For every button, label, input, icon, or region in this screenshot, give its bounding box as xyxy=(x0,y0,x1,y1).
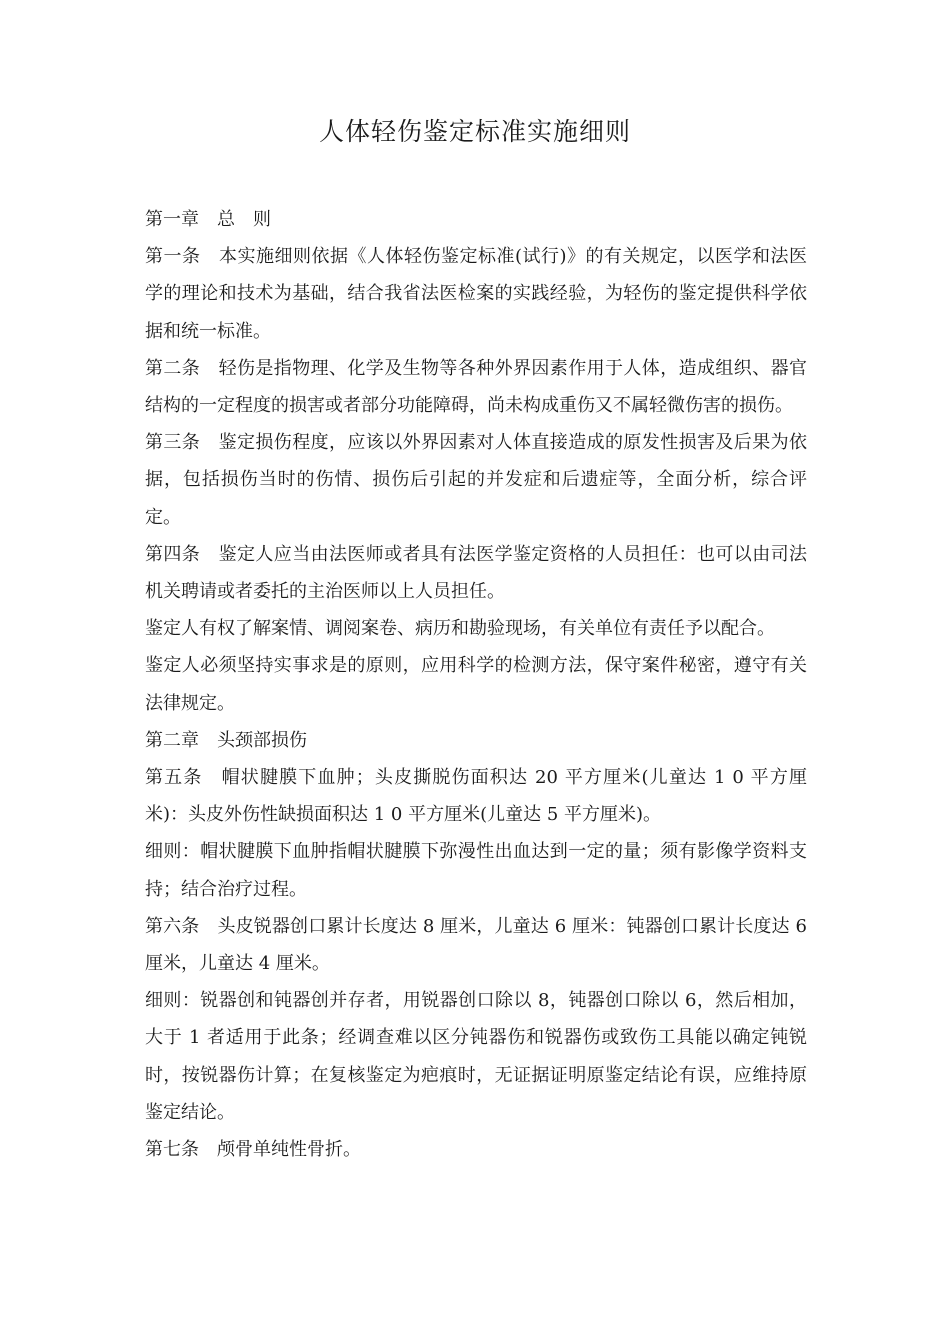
chapter-1-heading: 第一章 总 则 xyxy=(145,209,271,230)
article-7: 第七条 颅骨单纯性骨折。 xyxy=(145,1139,361,1161)
article-6: 第六条 头皮锐器创口累计长度达 8 厘米，儿童达 6 厘米：钝器创口累计长度达 6 厘米，儿童达 4 厘米。 xyxy=(145,915,807,975)
article-5: 第五条 帽状腱膜下血肿；头皮撕脱伤面积达 20 平方厘米(儿童达 1 0 平方厘米)：头皮外伤性缺损面积达 1 0 平方厘米(儿童达 5 平方厘米)。 xyxy=(145,767,807,826)
article-6-detail: 细则：锐器创和钝器创并存者，用锐器创口除以 8，钝器创口除以 6，然后相加，大于 1 者适用于此条；经调查难以区分钝器伤和锐器伤或致伤工具能以确定钝锐时，按锐器伤计算；在复核鉴定为疤痕时，无证据证明原鉴定结论有误，应维持原鉴定结论。 xyxy=(145,990,807,1123)
article-1: 第一条 本实施细则依据《人体轻伤鉴定标准(试行)》的有关规定，以医学和法医学的理论和技术为基础，结合我省法医检案的实践经验，为轻伤的鉴定提供科学依据和统一标准。 xyxy=(145,246,807,342)
article-3: 第三条 鉴定损伤程度，应该以外界因素对人体直接造成的原发性损害及后果为依据，包括损伤当时的伤情、损伤后引起的并发症和后遗症等，全面分析，综合评定。 xyxy=(145,432,807,528)
article-4: 第四条 鉴定人应当由法医师或者具有法医学鉴定资格的人员担任：也可以由司法机关聘请或者委托的主治医师以上人员担任。 xyxy=(145,543,807,603)
document-title: 人体轻伤鉴定标准实施细则 xyxy=(318,117,631,146)
article-4-clause-duties: 鉴定人必须坚持实事求是的原则，应用科学的检测方法，保守案件秘密，遵守有关法律规定。 xyxy=(145,655,807,714)
article-5-detail: 细则：帽状腱膜下血肿指帽状腱膜下弥漫性出血达到一定的量；须有影像学资料支持；结合治疗过程。 xyxy=(145,841,807,900)
article-4-clause-rights: 鉴定人有权了解案情、调阅案卷、病历和勘验现场，有关单位有责任予以配合。 xyxy=(145,618,775,640)
chapter-2-heading: 第二章 头颈部损伤 xyxy=(145,729,307,751)
article-2: 第二条 轻伤是指物理、化学及生物等各种外界因素作用于人体，造成组织、器官结构的一定程度的损害或者部分功能障碍，尚未构成重伤又不属轻微伤害的损伤。 xyxy=(145,357,807,417)
document-body xyxy=(145,201,807,1168)
